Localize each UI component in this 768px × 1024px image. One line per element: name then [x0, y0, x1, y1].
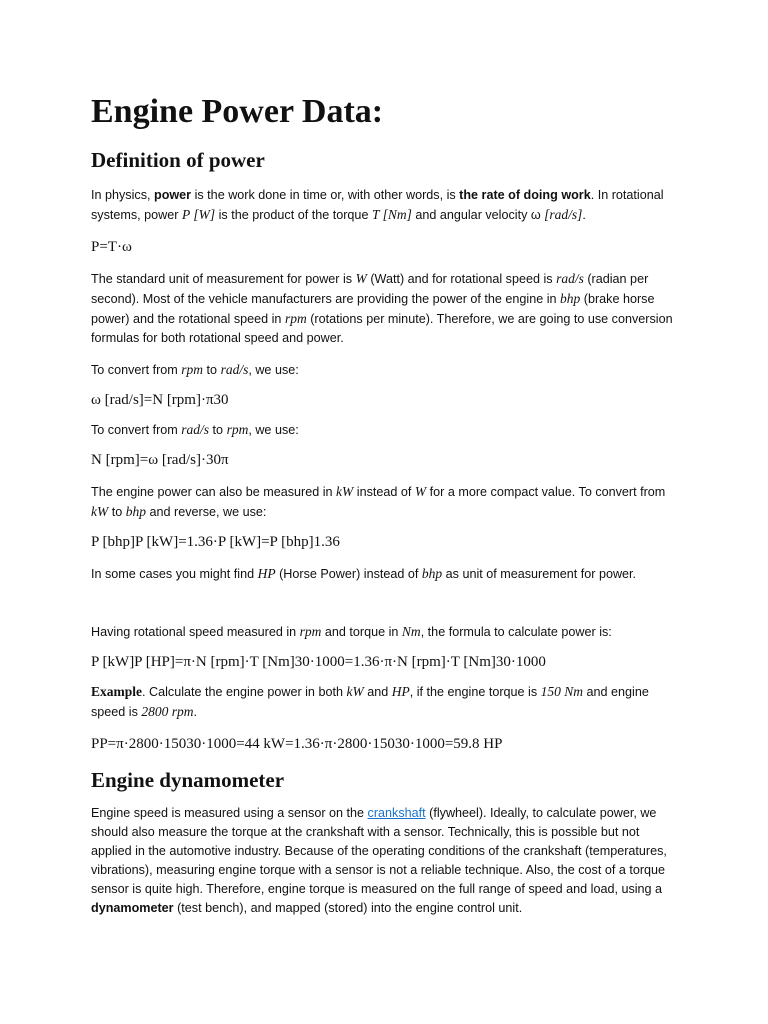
example-paragraph: Example. Calculate the engine power in both kW and HP, if the engine torque is 150 Nm and engine speed is 2800 rpm. — [91, 684, 649, 719]
page-title: Engine Power Data: — [91, 93, 384, 130]
equation-power-definition: P=T·ω — [91, 239, 132, 255]
hp-paragraph: In some cases you might find HP (Horse Power) instead of bhp as unit of measurement for power. — [91, 566, 637, 581]
section-heading-definition: Definition of power — [91, 148, 265, 172]
kw-paragraph: The engine power can also be measured in kW instead of W for a more compact value. To convert from kW to bhp and reverse, we use: — [91, 484, 666, 519]
intro-paragraph: In physics, power is the work done in time or, with other words, is the rate of doing work. In rotational systems, power P [W] is the product of the torque T [Nm] and angular velocity ω [rad/s]. — [91, 188, 664, 222]
equation-rads-to-rpm: N [rpm]=ω [rad/s]·30π — [91, 452, 229, 468]
dynamometer-paragraph: Engine speed is measured using a sensor on the crankshaft (flywheel). Ideally, to calculate power, we should also measure the torque at the crankshaft with a sensor. Technically, this is possible but not applied in the automotive industry. Because of the operating conditions of the crankshaft (temperatures, vibrations), measuring engine torque with a sensor is not a reliable technique. Also, the cost of a torque sensor is quite high. Therefore, engine torque is measured on the full range of speed and load, using a dynamometer (test bench), and mapped (stored) into the engine control unit. — [91, 806, 667, 915]
equation-rpm-to-rads: ω [rad/s]=N [rpm]·π30 — [91, 392, 229, 408]
equation-power-formula: P [kW]P [HP]=π·N [rpm]·T [Nm]30·1000=1.36·π·N [rpm]·T [Nm]30·1000 — [91, 654, 546, 670]
convert-rads-to-rpm-text: To convert from rad/s to rpm, we use: — [91, 422, 299, 437]
equation-kw-bhp: P [bhp]P [kW]=1.36·P [kW]=P [bhp]1.36 — [91, 534, 340, 550]
units-paragraph: The standard unit of measurement for power is W (Watt) and for rotational speed is rad/s (radian per second). Most of the vehicle manufacturers are providing the power of the engine in bhp (brake horse power) and the rotational speed in rpm (rotations per minute). Therefore, we are going to use conversion formulas for both rotational speed and power. — [91, 271, 673, 345]
convert-rpm-to-rads-text: To convert from rpm to rad/s, we use: — [91, 362, 299, 377]
formula-intro-paragraph: Having rotational speed measured in rpm and torque in Nm, the formula to calculate power is: — [91, 624, 612, 639]
equation-example-result: PP=π·2800·15030·1000=44 kW=1.36·π·2800·15030·1000=59.8 HP — [91, 736, 503, 752]
crankshaft-link[interactable]: crankshaft — [367, 806, 426, 820]
section-heading-dynamometer: Engine dynamometer — [91, 768, 285, 792]
